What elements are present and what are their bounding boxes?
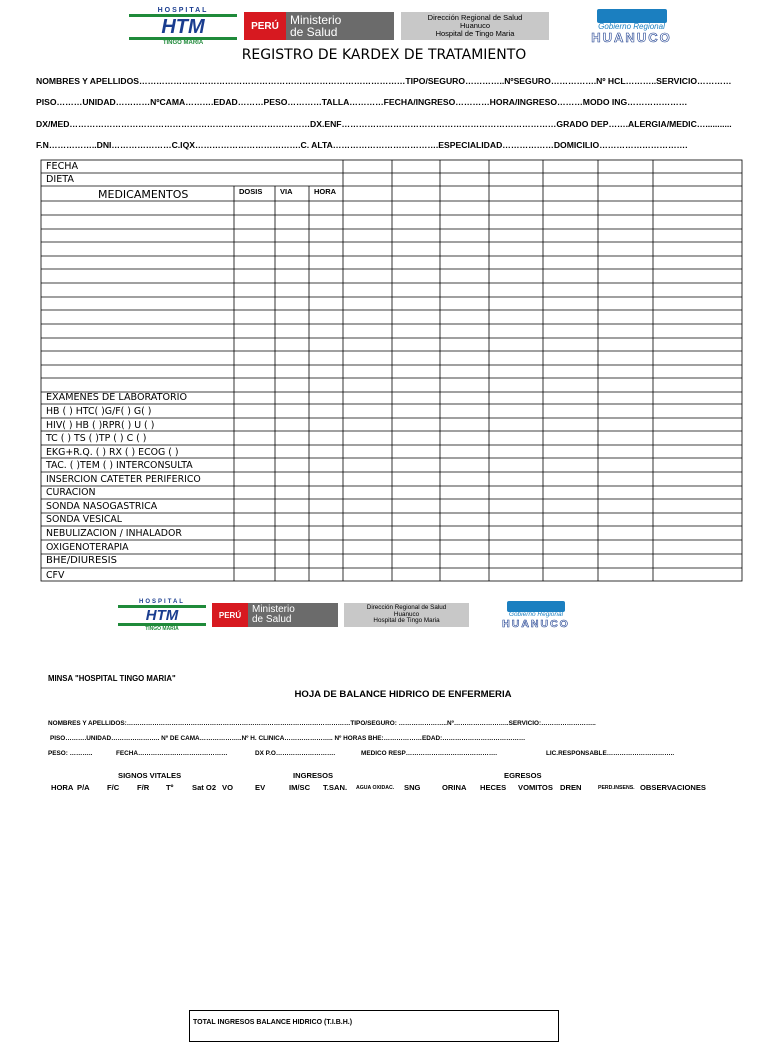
direccion-2-line-3: Hospital de Tingo Maria [373,617,440,625]
balance-field-fecha: FECHA…………………………………… [116,750,228,757]
direccion-2-line-2: Huanuco [393,610,420,618]
ministerio-2-line-2: de Salud [252,614,292,625]
col-bal-agua: AGUA OXIDAC. [356,785,395,791]
gobierno-2-line-1: Gobierno Regional [508,611,564,618]
row-dieta: DIETA [46,174,74,185]
hospital-logo-2-bottom: TINGO MARIA [145,625,179,632]
kardex-field-line-1: NOMBRES Y APELLIDOS…………………………………………………………………………………TIPO/SEGURO…………..NºSEGURO…………….Nº HCL………..SERVICIO………… [36,76,732,86]
peru-label: PERÚ [244,12,286,40]
ministerio-line-2: de Salud [290,25,338,39]
total-ingresos-label: TOTAL INGRESOS BALANCE HIDRICO (T.I.B.H.) [193,1019,353,1026]
gobierno-line-1: Gobierno Regional [598,21,665,31]
col-bal-orina: ORINA [442,783,467,792]
kardex-field-line-4: F.N……………..DNI…………………C.IQX……………………………….C. ALTA……………………………….ESPECIALIDAD………………DOMICILIO…………………………. [36,140,688,150]
direccion-logo-2 [344,603,469,627]
row-procedure-4: SONDA VESICAL [46,514,123,525]
col-bal-imsc: IM/SC [289,783,311,792]
col-hora: HORA [314,187,337,196]
row-procedure-2: CURACION [46,487,96,498]
col-bal-fc: F/C [107,783,120,792]
col-bal-tsan: T.SAN. [323,783,348,792]
kardex-field-line-2: PISO………UNIDAD…………NºCAMA……….EDAD………PESO…………TALLA…………FECHA/INGRESO…………HORA/INGRESO………MODO ING………………… [36,97,688,107]
row-bhe: BHE/DIURESIS [46,555,117,566]
col-dosis: DOSIS [239,187,263,196]
col-bal-sng: SNG [404,783,421,792]
balance-field-dx: DX P.O………………………. [255,750,336,757]
row-medicamentos: MEDICAMENTOS [98,188,189,201]
row-procedure-6: OXIGENOTERAPIA [46,542,129,553]
kardex-field-line-3: DX/MED…………………………………………………………………………DX.ENF…………………………………………………………………GRADO DEP…….ALERGIA/MEDIC…........... [36,119,732,129]
col-bal-obs: OBSERVACIONES [640,783,706,792]
hospital-logo-mark: HTM [129,14,237,40]
row-fecha: FECHA [46,161,79,172]
balance-field-line-1: NOMBRES Y APELLIDOS:……………………………………………………………………………………………TIPO/SEGURO: …………………..Nº……………………..SERVICIO:…………………….. [48,720,596,727]
direccion-2-line-1: Dirección Regional de Salud [366,604,447,612]
group-ingresos: INGRESOS [293,771,334,780]
total-ingresos-box [189,1010,559,1042]
hospital-logo-2 [117,599,207,632]
peru-label-2: PERÚ [212,603,248,627]
minsa-logo-2 [212,603,338,627]
col-bal-t: Tº [166,783,174,792]
col-bal-fr: F/R [137,783,150,792]
group-egresos: EGRESOS [504,771,542,780]
gobierno-2-line-2: HUANUCO [502,617,570,630]
group-signos-vitales: SIGNOS VITALES [118,771,182,780]
col-bal-pa: P/A [77,783,90,792]
ministerio-2-line-1: Ministerio [252,604,295,615]
col-bal-hora: HORA [51,783,74,792]
balance-field-lic: LIC.RESPONSABLE………………………….. [546,750,675,757]
row-lab-5: TAC. ( )TEM ( ) INTERCONSULTA [46,460,193,471]
balance-field-medico: MEDICO RESP……………………………………. [361,750,497,757]
direccion-line-3: Hospital de Tingo Maria [435,28,515,38]
hospital-logo-2-top: HOSPITAL [139,598,185,605]
col-bal-sat: Sat O2 [192,783,217,792]
hospital-logo-top: HOSPITAL [157,6,209,14]
col-bal-perd: PERD.INSENS. [598,785,635,791]
ministerio-line-1: Ministerio [290,13,342,27]
hospital-logo-2-mark: HTM [118,605,206,626]
row-procedure-5: NEBULIZACION / INHALADOR [46,528,182,539]
col-bal-vo: VO [222,783,233,792]
balance-field-line-2: PISO……….UNIDAD………………….. Nº DE CAMA………………..Nº H. CLINICA………………….. Nº HORAS BHE:………………EDAD:………………………………… [50,735,526,742]
row-lab-2: HIV( ) HB ( )RPR( ) U ( ) [46,420,155,431]
direccion-line-1: Dirección Regional de Salud [427,13,523,23]
row-lab-4: EKG+R.Q. ( ) RX ( ) ECOG ( ) [46,447,179,458]
balance-field-peso: PESO: ……….. [48,750,93,757]
kardex-title: REGISTRO DE KARDEX DE TRATAMIENTO [241,47,527,63]
ministerio-label-2 [248,603,338,627]
row-procedure-3: SONDA NASOGASTRICA [46,501,158,512]
gobierno-line-2: HUANUCO [591,29,672,45]
balance-header-logos [117,598,599,632]
gobierno-logo-2 [473,601,599,629]
row-cfv: CFV [46,570,65,581]
col-bal-dren: DREN [560,783,582,792]
row-lab-1: HB ( ) HTC( )G/F( ) G( ) [46,406,152,417]
col-bal-ev: EV [255,783,266,792]
balance-title: HOJA DE BALANCE HIDRICO DE ENFERMERIA [294,689,512,700]
minsa-hospital-label: MINSA "HOSPITAL TINGO MARIA" [48,674,176,683]
row-examenes: EXAMENES DE LABORATORIO [46,392,188,403]
row-lab-3: TC ( ) TS ( )TP ( ) C ( ) [46,433,147,444]
hospital-logo-bottom: TINGO MARIA [162,39,204,46]
row-procedure-1: INSERCION CATETER PERIFERICO [46,474,201,485]
col-via: VIA [280,187,293,196]
col-bal-vomitos: VOMITOS [518,783,553,792]
direccion-line-2: Huanuco [459,21,491,31]
col-bal-heces: HECES [480,783,507,792]
